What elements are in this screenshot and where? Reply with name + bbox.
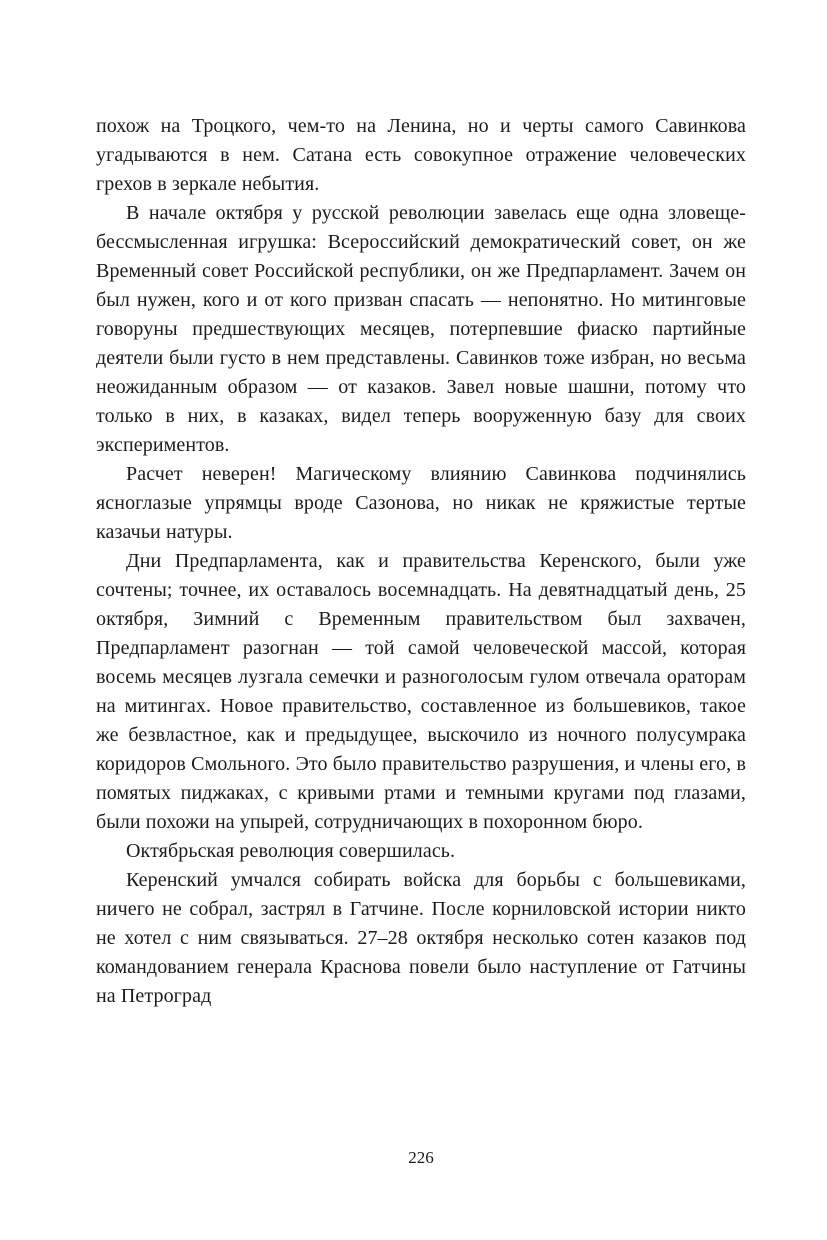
paragraph: Дни Предпарламента, как и правительства Керенского, были уже сочтены; точнее, их оставалось восемнадцать. На девятнадцатый день, 25 октября, Зимний с Временным правительством был захвачен, Предпарламент разогнан — той самой человеческой массой, которая восемь месяцев лузгала семечки и разноголосым гулом отвечала ораторам на митингах. Новое правительство, составленное из большевиков, такое же безвластное, как и предыдущее, выскочило из ночного полусумрака коридоров Смольного. Это было правительство разрушения, и члены его, в помятых пиджаках, с кривыми ртами и темными кругами под глазами, были похожи на упырей, сотрудничающих в похоронном бюро. (96, 550, 746, 833)
body-text (96, 112, 746, 1011)
paragraph: Расчет неверен! Магическому влиянию Савинкова подчинялись ясноглазые упрямцы вроде Сазонова, но никак не кряжистые тертые казачьи натуры. (96, 463, 746, 543)
paragraph: Октябрьская революция совершилась. (126, 840, 456, 862)
paragraph: В начале октября у русской революции завелась еще одна зловеще-бессмысленная игрушка: Всероссийский демократический совет, он же Временный совет Российской республики, он же Предпарламент. Зачем он был нужен, кого и от кого призван спасать — непонятно. Но митинговые говоруны предшествующих месяцев, потерпевшие фиаско партийные деятели были густо в нем представлены. Савинков тоже избран, но весьма неожиданным образом — от казаков. Завел новые шашни, потому что только в них, в казаках, видел теперь вооруженную базу для своих экспериментов. (96, 202, 746, 456)
paragraph: похож на Троцкого, чем-то на Ленина, но и черты самого Савинкова угадываются в нем. Сатана есть совокупное отражение человеческих грехов в зеркале небытия. (96, 115, 746, 195)
paragraph: Керенский умчался собирать войска для борьбы с большевиками, ничего не собрал, застрял в Гатчине. После корниловской истории никто не хотел с ним связываться. 27–28 октября несколько сотен казаков под командованием генерала Краснова повели было наступление от Гатчины на Петроград (96, 869, 746, 1007)
page-number: 226 (408, 1148, 434, 1167)
